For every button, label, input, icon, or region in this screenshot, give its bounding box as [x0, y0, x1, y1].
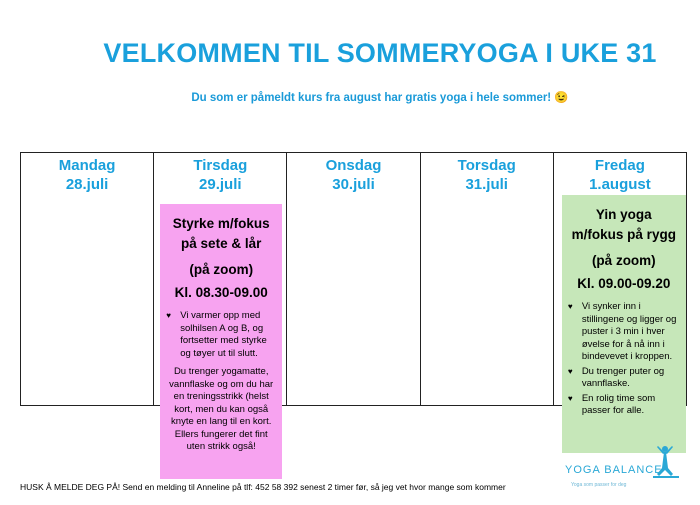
day-header — [21, 153, 153, 194]
day-name: Torsdag — [457, 157, 516, 174]
page-subtitle: Du som er påmeldt kurs fra august har gratis yoga i hele sommer! 😉 — [191, 92, 569, 104]
logo-name: YOGA BALANCE — [565, 464, 663, 476]
heart-bullet-icon: ♥ — [567, 393, 573, 403]
heart-bullet-icon: ♥ — [166, 311, 171, 320]
day-column-monday — [21, 153, 154, 405]
day-date: 1.august — [589, 176, 651, 193]
class-note: Du trenger yogamatte, vannflaske og om du har en treningsstrikk (helst kort, men du kan også knyte en lang til en kort. Ellers fungerer det fint uten strikk også! — [169, 366, 274, 452]
yoga-balance-logo — [565, 442, 683, 494]
class-card-friday — [562, 195, 686, 453]
class-bullet-list — [160, 310, 282, 360]
class-zoom-label: (på zoom) — [591, 253, 656, 268]
heart-bullet-icon: ♥ — [567, 302, 573, 311]
list-item — [568, 301, 682, 364]
bullet-text: Du trenger puter og vannflaske. — [581, 365, 665, 389]
day-header — [154, 153, 286, 194]
list-item — [166, 310, 278, 360]
week-schedule-table — [20, 152, 687, 452]
footer-reminder: HUSK Å MELDE DEG PÅ! Send en melding til Anneline på tlf: 452 58 392 senest 2 timer før, så jeg vet hvor mange som kommer — [20, 482, 506, 492]
day-date: 31.juli — [465, 176, 508, 193]
day-column-friday — [554, 153, 686, 416]
class-title — [562, 195, 686, 245]
day-column-thursday — [421, 153, 554, 405]
class-title-line: Yin yoga — [595, 207, 652, 222]
page-title: VELKOMMEN TIL SOMMERYOGA I UKE 31 — [103, 38, 657, 68]
day-name: Tirsdag — [193, 157, 248, 174]
class-card-tuesday — [160, 204, 282, 479]
class-title-line: på sete & lår — [181, 236, 262, 251]
class-time: Kl. 09.00-09.20 — [577, 276, 671, 291]
day-name: Fredag — [594, 157, 645, 174]
class-time: Kl. 08.30-09.00 — [174, 285, 268, 300]
bullet-text: Vi synker inn i stillingene og ligger og puster i 3 min i hver øvelse for å nå inn i bindevevet i kroppen. — [581, 301, 677, 362]
day-header — [554, 153, 686, 194]
day-column-wednesday — [287, 153, 420, 405]
heart-bullet-icon: ♥ — [567, 366, 573, 376]
list-item — [568, 393, 682, 418]
day-date: 30.juli — [332, 176, 375, 193]
class-zoom-label: (på zoom) — [189, 262, 254, 277]
list-item — [568, 366, 682, 391]
day-name: Onsdag — [325, 157, 382, 174]
day-header — [421, 153, 553, 194]
class-bullet-list — [562, 301, 686, 418]
class-title-line: m/fokus på rygg — [571, 227, 676, 242]
class-title-line: Styrke m/fokus — [172, 216, 270, 231]
bullet-text: En rolig time som passer for alle. — [581, 392, 656, 416]
logo-tagline: Yoga som passer for deg — [571, 482, 627, 488]
day-date: 29.juli — [199, 176, 242, 193]
class-title — [160, 204, 282, 254]
day-column-tuesday — [154, 153, 287, 452]
day-date: 28.juli — [65, 176, 109, 193]
day-header — [287, 153, 419, 194]
day-name: Mandag — [58, 157, 116, 174]
bullet-text: Vi varmer opp med solhilsen A og B, og fortsetter med styrke og tøyer ut til slutt. — [180, 310, 267, 359]
